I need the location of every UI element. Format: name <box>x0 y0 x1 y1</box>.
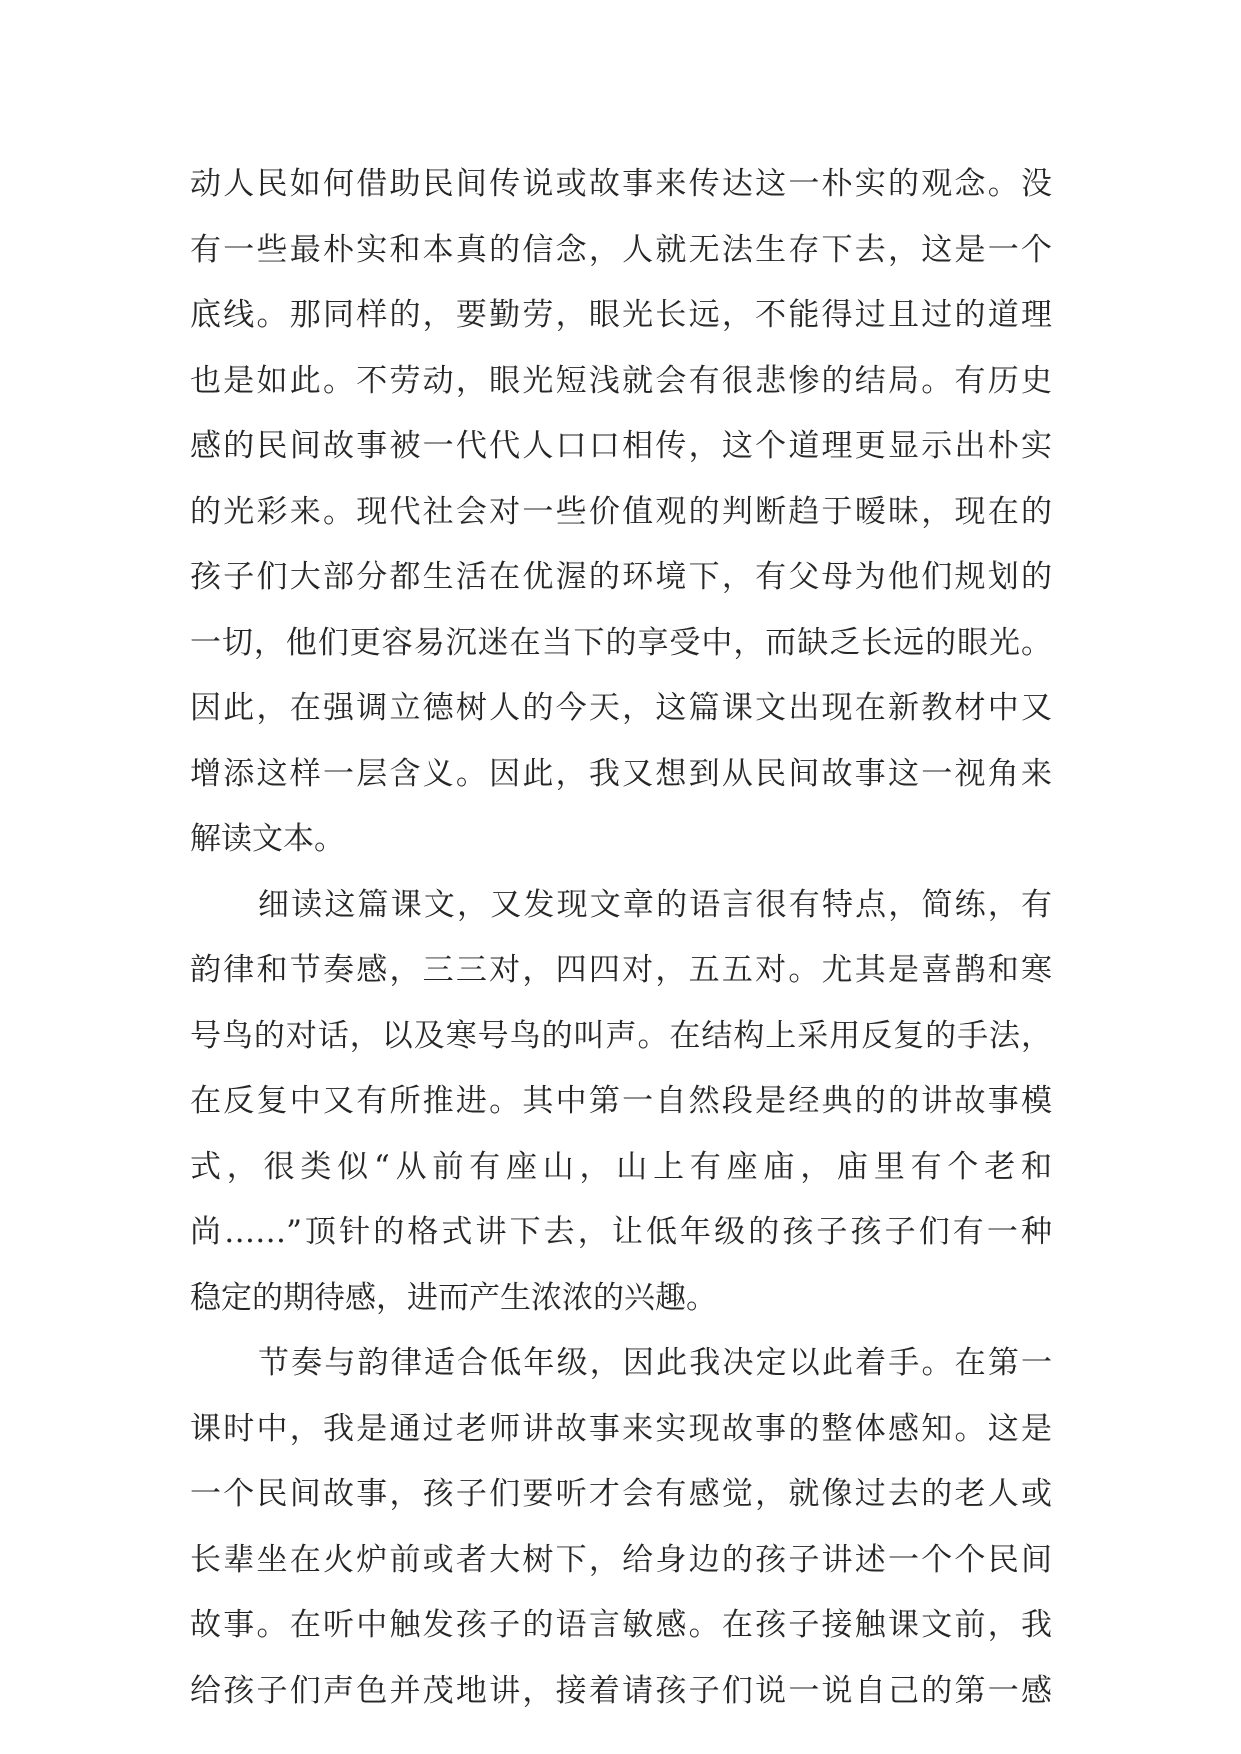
text-line: 解读文本。 <box>190 821 345 857</box>
text-line: 尚……”顶针的格式讲下去，让低年级的孩子孩子们有一种 <box>190 1214 1052 1250</box>
text-line: 节奏与韵律适合低年级，因此我决定以此着手。在第一 <box>258 1345 1052 1381</box>
text-line: 一个民间故事，孩子们要听才会有感觉，就像过去的老人或 <box>190 1476 1052 1512</box>
body-text <box>190 152 1052 1724</box>
text-line: 增添这样一层含义。因此，我又想到从民间故事这一视角来 <box>190 755 1052 792</box>
paragraph-3 <box>190 1331 1052 1724</box>
text-line: 感的民间故事被一代代人口口相传，这个道理更显示出朴实 <box>190 428 1052 464</box>
text-line: 长辈坐在火炉前或者大树下，给身边的孩子讲述一个个民间 <box>190 1541 1052 1578</box>
text-line: 号鸟的对话，以及寒号鸟的叫声。在结构上采用反复的手法， <box>190 1017 1052 1054</box>
text-line: 有一些最朴实和本真的信念，人就无法生存下去，这是一个 <box>190 231 1052 268</box>
paragraph-1 <box>190 152 1052 873</box>
text-line: 也是如此。不劳动，眼光短浅就会有很悲惨的结局。有历史 <box>190 362 1052 399</box>
text-line: 孩子们大部分都生活在优渥的环境下，有父母为他们规划的 <box>190 559 1052 595</box>
text-line: 在反复中又有所推进。其中第一自然段是经典的的讲故事模 <box>190 1083 1052 1119</box>
paragraph-2 <box>190 873 1052 1332</box>
text-line: 的光彩来。现代社会对一些价值观的判断趋于暧昧，现在的 <box>190 493 1052 530</box>
text-line: 因此，在强调立德树人的今天，这篇课文出现在新教材中又 <box>190 690 1052 726</box>
text-line: 式，很类似“从前有座山，山上有座庙，庙里有个老和 <box>190 1148 1052 1185</box>
text-line: 稳定的期待感，进而产生浓浓的兴趣。 <box>190 1279 717 1316</box>
text-line: 课时中，我是通过老师讲故事来实现故事的整体感知。这是 <box>190 1410 1052 1447</box>
text-line: 细读这篇课文，又发现文章的语言很有特点，简练，有 <box>258 886 1052 923</box>
text-line: 给孩子们声色并茂地讲，接着请孩子们说一说自己的第一感 <box>190 1672 1052 1709</box>
text-line: 故事。在听中触发孩子的语言敏感。在孩子接触课文前，我 <box>190 1607 1052 1643</box>
text-line: 动人民如何借助民间传说或故事来传达这一朴实的观念。没 <box>190 166 1052 202</box>
text-line: 韵律和节奏感，三三对，四四对，五五对。尤其是喜鹊和寒 <box>190 952 1052 988</box>
text-line: 底线。那同样的，要勤劳，眼光长远，不能得过且过的道理 <box>190 297 1052 333</box>
text-line: 一切，他们更容易沉迷在当下的享受中，而缺乏长远的眼光。 <box>190 624 1052 661</box>
